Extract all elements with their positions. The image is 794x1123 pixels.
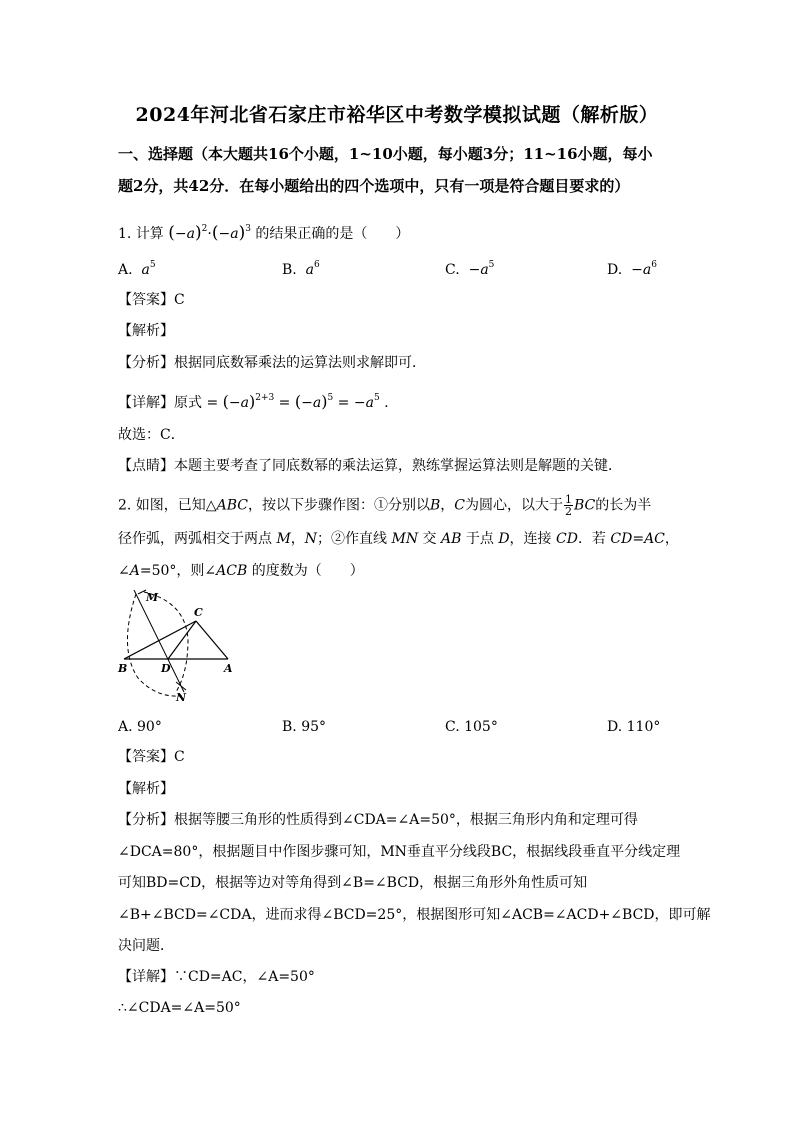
q2-stem-line-3: ∠A=50°，则∠ACB 的度数为（ ）	[118, 563, 364, 579]
label-n: N	[176, 691, 187, 704]
q2-analysis-line-4: ∠B+∠BCD=∠CDA，进而求得∠BCD=25°，根据图形可知∠ACB=∠ACD+∠BCD，即可解	[118, 907, 711, 923]
q2-option-a: A. 90°	[118, 719, 162, 735]
label-a: A	[224, 662, 233, 675]
section-heading-line-2: 题2分，共42分．在每小题给出的四个选项中，只有一项是符合题目要求的）	[118, 177, 630, 195]
q1-analysis-label: 【解析】	[118, 323, 174, 339]
q1-analysis: 【分析】根据同底数幂乘法的运算法则求解即可．	[118, 355, 426, 371]
fraction-half: $\frac{1}{2}$	[564, 493, 572, 518]
q2-therefore: ∴∠CDA=∠A=50°	[118, 1000, 241, 1016]
q1-remark: 【点睛】本题主要考查了同底数幂的乘法运算，熟练掌握运算法则是解题的关键．	[118, 458, 622, 474]
q2-option-c: C. 105°	[445, 719, 498, 735]
q2-analysis-line-5: 决问题．	[118, 938, 174, 954]
q2-answer: 【答案】C	[118, 749, 185, 765]
q2-stem-line-2: 径作弧，两弧相交于两点 M，N；②作直线 MN 交 AB 于点 D，连接 CD．若 CD=AC，	[118, 531, 679, 547]
q1-option-c: C. $-a^5$	[445, 260, 495, 278]
q1-detail: 【详解】原式 = $(-a)^{2+3} = (-a)^5 = -a^5$ .	[118, 392, 389, 411]
q2-analysis-line-3: 可知BD=CD，根据等边对等角得到∠B=∠BCD，根据三角形外角性质可知	[118, 875, 588, 891]
q1-expression: $(-a)^2\cdot(-a)^3$	[168, 223, 251, 243]
q1-option-d: D. $-a^6$	[607, 260, 657, 278]
q2-analysis-label: 【解析】	[118, 781, 174, 797]
q1-option-a: A. $a^5$	[118, 260, 156, 278]
q2-option-b: B. 95°	[282, 719, 327, 735]
segment-bc	[124, 621, 196, 659]
section-heading-line-1: 一、选择题（本大题共16个小题，1~10小题，每小题3分；11~16小题，每小	[118, 145, 653, 163]
label-d: D	[161, 662, 171, 675]
label-c: C	[194, 606, 203, 619]
label-b: B	[118, 662, 128, 675]
q2-option-d: D. 110°	[607, 719, 661, 735]
q2-detail: 【详解】∵CD=AC，∠A=50°	[118, 969, 315, 985]
q1-stem: 1. 计算 $(-a)^2\cdot(-a)^3$ 的结果正确的是（ ）	[118, 223, 410, 243]
q2-stem-line-1: 2. 如图，已知△ABC，按以下步骤作图：①分别以B，C为圆心，以大于 $\frac{1}{2}$ BC的长为半	[118, 493, 652, 518]
q2-analysis-line-2: ∠DCA=80°，根据题目中作图步骤可知，MN垂直平分线段BC，根据线段垂直平分线定理	[118, 844, 681, 860]
segment-ca	[196, 621, 228, 659]
segment-cd	[168, 621, 196, 659]
q1-answer: 【答案】C	[118, 292, 185, 308]
label-m: M	[146, 591, 159, 604]
q1-option-b: B. $a^6$	[282, 260, 320, 278]
page-title: 2024年河北省石家庄市裕华区中考数学模拟试题（解析版）	[135, 104, 659, 126]
arc-from-c	[144, 592, 188, 692]
q2-geometry-figure	[116, 588, 246, 708]
q1-choice: 故选：C．	[118, 427, 185, 443]
q2-analysis-line-1: 【分析】根据等腰三角形的性质得到∠CDA=∠A=50°，根据三角形内角和定理可得	[118, 812, 638, 828]
arc-from-b	[127, 594, 182, 696]
